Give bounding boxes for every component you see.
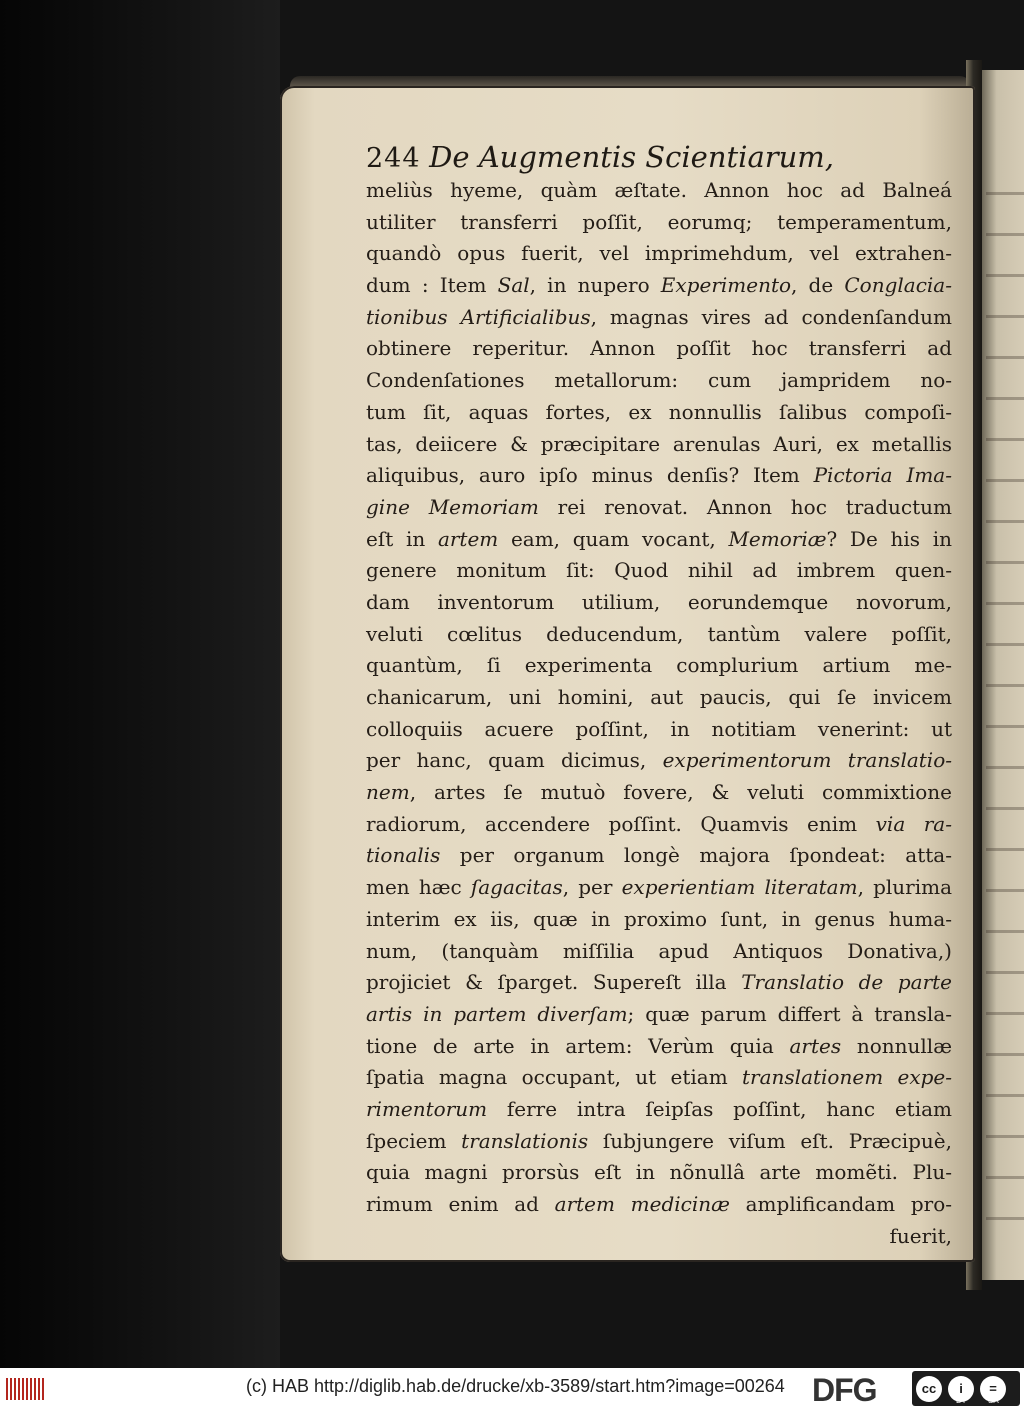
text-line (366, 745, 952, 777)
italic-text-segment: nem (366, 780, 410, 805)
italic-text-segment: artes (789, 1033, 842, 1058)
text-line (366, 238, 952, 270)
text-segment: aliquibus, auro ipſo minus denſis? Item (366, 463, 814, 488)
italic-text-segment: Translatio de parte (741, 970, 952, 995)
text-segment: fuerit, (889, 1223, 952, 1248)
text-line (366, 714, 952, 746)
text-segment: , per (562, 875, 622, 900)
text-line (366, 1062, 952, 1094)
text-line (366, 619, 952, 651)
text-segment: , plurima (857, 875, 953, 900)
text-segment: interim ex iis, quæ in proximo ſunt, in genus huma- (366, 906, 952, 931)
text-line (366, 207, 952, 239)
text-segment: men hæc (366, 875, 471, 900)
italic-text-segment: experientiam literatam (621, 875, 858, 900)
text-line (366, 999, 952, 1031)
text-segment: , magnas vires ad condenſandum (590, 304, 952, 329)
text-segment: ſpeciem (366, 1128, 462, 1153)
text-line (366, 650, 952, 682)
background-shadow (0, 0, 280, 1368)
text-line (366, 1157, 952, 1189)
text-segment: chanicarum, uni homini, aut paucis, qui ſe invicem (366, 685, 952, 709)
footer-bar (0, 1368, 1024, 1409)
page-number: 244 (366, 143, 421, 174)
text-line (366, 460, 952, 492)
text-segment: veluti cœlitus deducendum, tantùm valere poſſit, (366, 621, 952, 646)
text-line (366, 1189, 952, 1221)
text-segment: , in nupero (529, 273, 661, 298)
text-segment: num, (tanquàm miſſilia apud Antiquos Donativa,) (366, 938, 952, 963)
text-line (366, 429, 952, 461)
italic-text-segment: artem medicinæ (554, 1192, 730, 1216)
text-segment: quantùm, ſi experimenta complurium artium me- (366, 653, 952, 678)
text-segment: per organum longè majora ſpondeat: atta- (440, 843, 952, 868)
text-segment: quandò opus fuerit, vel imprimehdum, vel extrahen- (366, 241, 952, 266)
text-segment: , artes ſe mutuò fovere, & veluti commixtione (409, 780, 952, 805)
text-line (366, 270, 952, 302)
text-segment: nonnullæ (841, 1033, 952, 1058)
text-segment: per hanc, quam dicimus, (366, 748, 663, 773)
text-line (366, 872, 952, 904)
text-segment: rimum enim ad (366, 1192, 555, 1216)
text-segment: tione de arte in artem: Verùm quia (366, 1033, 790, 1058)
cc-sa-label: SA (988, 1396, 999, 1405)
text-line (366, 555, 952, 587)
text-segment: eſt in (366, 526, 438, 551)
text-segment: colloquiis acuere poſſint, in notitiam venerint: ut (366, 716, 952, 741)
italic-text-segment: tionalis (366, 843, 441, 868)
text-line (366, 1221, 952, 1253)
italic-text-segment: via ra- (875, 811, 952, 836)
italic-text-segment: experimentorum translatio- (662, 748, 952, 773)
text-line (366, 904, 952, 936)
italic-text-segment: Memoriæ (728, 526, 827, 551)
text-line (366, 1094, 952, 1126)
text-segment: amplificandam pro- (729, 1192, 952, 1216)
cc-license-badge[interactable] (912, 1371, 1020, 1406)
italic-text-segment: gine Memoriam (366, 494, 539, 519)
text-segment: , de (791, 273, 845, 298)
text-line (366, 333, 952, 365)
text-segment: utiliter transferri poſſit, eorumq; temperamentum, (366, 209, 952, 234)
text-line (366, 365, 952, 397)
text-line (366, 1126, 952, 1158)
text-line (366, 175, 952, 207)
italic-text-segment: Experimento (660, 273, 792, 298)
italic-text-segment: artis in partem diverſam (366, 1001, 628, 1026)
italic-text-segment: Sal (497, 273, 530, 298)
attribution-icon: i (948, 1376, 974, 1402)
cc-by-label: BY (956, 1396, 967, 1405)
italic-text-segment: translationem expe- (742, 1065, 952, 1090)
text-segment: Condenſationes metallorum: cum jampridem no- (366, 368, 952, 393)
text-segment: dam inventorum utilium, eorundemque novorum, (366, 589, 952, 614)
page-header (366, 134, 946, 174)
text-line (366, 1031, 952, 1063)
italic-text-segment: artem (437, 526, 499, 551)
text-segment: meliùs hyeme, quàm æſtate. Annon hoc ad Balneá (366, 178, 952, 202)
text-segment: tum ſit, aquas fortes, ex nonnullis ſalibus compoſi- (366, 399, 952, 424)
text-segment: ſpatia magna occupant, ut etiam (366, 1065, 743, 1090)
text-segment: genere monitum ſit: Quod nihil ad imbrem quen- (366, 558, 952, 583)
text-segment: radiorum, accendere poſſint. Quamvis enim (366, 811, 876, 836)
text-line (366, 777, 952, 809)
facing-page-text-edge (986, 170, 1024, 1220)
hab-logo-icon (6, 1378, 44, 1400)
text-segment: rei renovat. Annon hoc traductum (538, 494, 952, 519)
running-head: De Augmentis Scientiarum, (429, 140, 834, 174)
italic-text-segment: Pictoria Ima- (813, 463, 952, 488)
text-line (366, 967, 952, 999)
text-line (366, 682, 952, 714)
italic-text-segment: rimentorum (366, 1096, 488, 1121)
text-segment: ſubjungere viſum eſt. Præcipuè, (588, 1128, 952, 1153)
text-segment: ferre intra ſeipſas poſſint, hanc etiam (487, 1096, 952, 1121)
copyright-link[interactable]: (c) HAB http://diglib.hab.de/drucke/xb-3589/start.htm?image=00264 (246, 1376, 785, 1396)
text-segment: ? De his in (826, 526, 953, 551)
dfg-logo: DFG (812, 1372, 877, 1408)
text-line (366, 809, 952, 841)
italic-text-segment: Conglacia- (844, 273, 952, 298)
text-segment: tas, deiicere & præcipitare arenulas Auri, ex metallis (366, 431, 952, 456)
italic-text-segment: ſagacitas (470, 875, 563, 900)
text-line (366, 524, 952, 556)
cc-icon: cc (916, 1376, 942, 1402)
text-segment: eam, quam vocant, (498, 526, 729, 551)
share-alike-icon: = (980, 1376, 1006, 1402)
text-segment: ; quæ parum differt à transla- (627, 1001, 952, 1026)
text-line (366, 397, 952, 429)
text-line (366, 936, 952, 968)
body-text (366, 175, 952, 1252)
text-segment: quia magni prorsùs eſt in nõnullâ arte momẽti. Plu- (366, 1160, 952, 1185)
text-line (366, 302, 952, 334)
text-line (366, 840, 952, 872)
italic-text-segment: translationis (461, 1128, 589, 1153)
text-line (366, 492, 952, 524)
text-line (366, 587, 952, 619)
italic-text-segment: tionibus Artificialibus (366, 304, 591, 329)
text-segment: dum : Item (366, 273, 498, 298)
text-segment: obtinere reperitur. Annon poſſit hoc transferri ad (366, 336, 952, 361)
text-segment: projiciet & ſparget. Supereſt illa (366, 970, 742, 995)
